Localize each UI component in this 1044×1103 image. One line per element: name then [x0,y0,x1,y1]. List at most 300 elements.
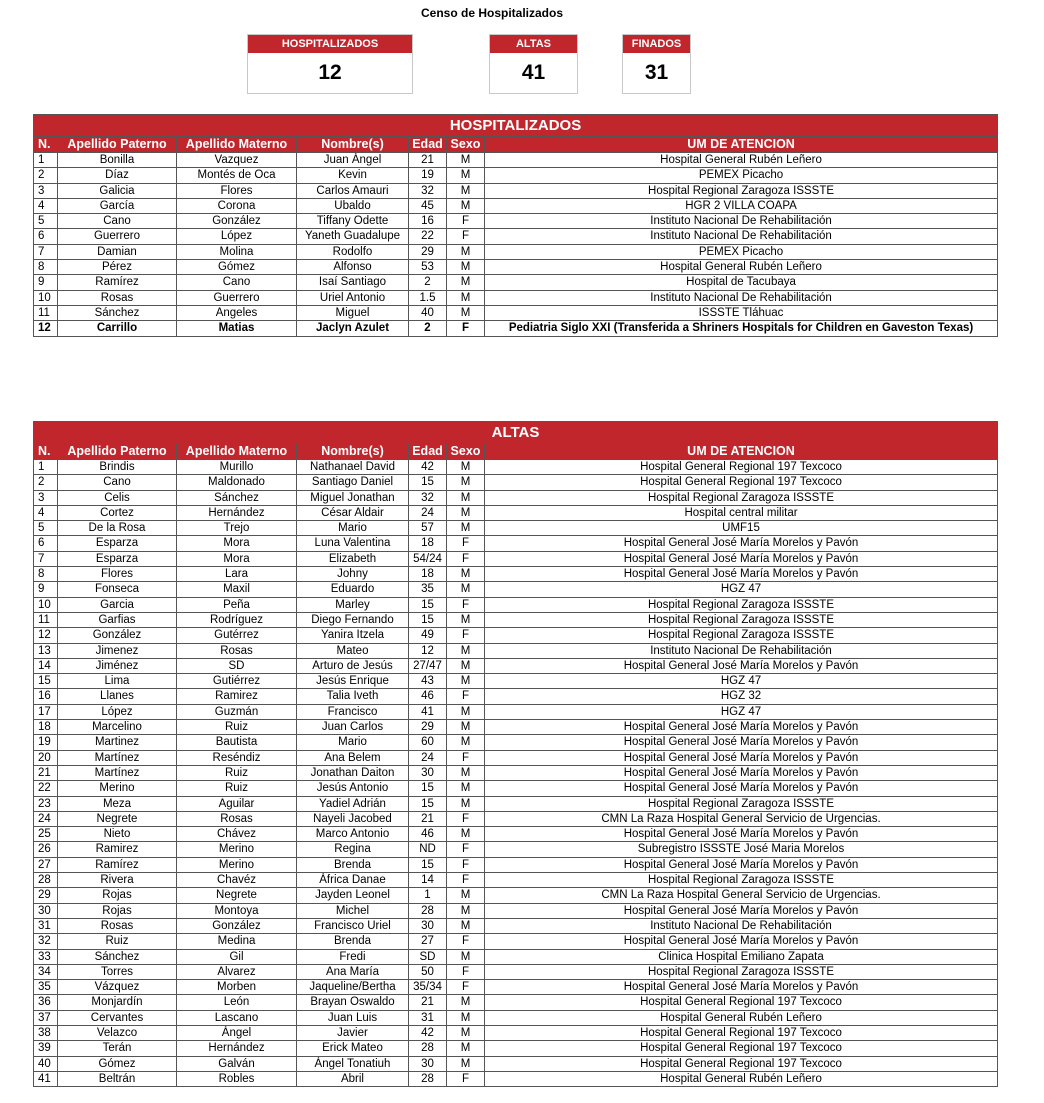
cell-apellido-paterno: Rivera [58,873,177,888]
cell-nombre: Juan Luis [297,1010,409,1025]
cell-number: 23 [34,796,58,811]
cell-number: 4 [34,505,58,520]
cell-apellido-materno: Rosas [177,811,297,826]
cell-apellido-materno: Guzmán [177,704,297,719]
cell-sexo: M [447,903,485,918]
table-row [34,873,998,888]
cell-apellido-materno: Montoya [177,903,297,918]
table-row [34,214,998,229]
altas-table [33,421,998,1087]
cell-sexo: M [447,735,485,750]
table-row [34,551,998,566]
cell-edad: 41 [409,704,447,719]
cell-apellido-paterno: Gómez [58,1056,177,1071]
cell-nombre: Diego Fernando [297,612,409,627]
cell-sexo: F [447,980,485,995]
table-row [34,827,998,842]
cell-sexo: F [447,628,485,643]
page-title: Censo de Hospitalizados [420,6,564,20]
table-row [34,949,998,964]
cell-edad: 30 [409,765,447,780]
cell-apellido-paterno: Flores [58,567,177,582]
cell-number: 38 [34,1025,58,1040]
cell-sexo: M [447,612,485,627]
cell-number: 2 [34,475,58,490]
cell-sexo: M [447,505,485,520]
column-header: N. [34,137,58,153]
cell-um-atencion: Hospital Regional Zaragoza ISSSTE [485,183,998,198]
cell-edad: 28 [409,903,447,918]
cell-number: 3 [34,490,58,505]
column-header: UM DE ATENCION [485,444,998,460]
summary-card-value: 31 [644,61,669,84]
cell-number: 5 [34,214,58,229]
cell-apellido-materno: Ruiz [177,720,297,735]
column-header: N. [34,444,58,460]
table-row [34,918,998,933]
cell-apellido-paterno: Cervantes [58,1010,177,1025]
column-header: Apellido Paterno [58,444,177,460]
table-row [34,704,998,719]
cell-sexo: F [447,842,485,857]
cell-apellido-materno: Reséndiz [177,750,297,765]
cell-apellido-materno: Mora [177,536,297,551]
cell-um-atencion: Instituto Nacional De Rehabilitación [485,643,998,658]
cell-sexo: M [447,918,485,933]
cell-nombre: Carlos Amauri [297,183,409,198]
cell-nombre: Mario [297,521,409,536]
cell-nombre: Javier [297,1025,409,1040]
cell-edad: 21 [409,153,447,168]
cell-edad: 1.5 [409,290,447,305]
cell-um-atencion: Hospital General José María Morelos y Pavón [485,934,998,949]
cell-number: 22 [34,781,58,796]
cell-um-atencion: Hospital General José María Morelos y Pavón [485,750,998,765]
cell-nombre: Francisco [297,704,409,719]
table-row [34,229,998,244]
column-header: Sexo [447,444,485,460]
table-row [34,490,998,505]
cell-edad: 45 [409,198,447,213]
cell-sexo: M [447,643,485,658]
cell-apellido-paterno: Velazco [58,1025,177,1040]
cell-nombre: Jonathan Daiton [297,765,409,780]
cell-number: 31 [34,918,58,933]
cell-um-atencion: ISSSTE Tláhuac [485,305,998,320]
cell-edad: 2 [409,321,447,336]
cell-apellido-materno: Bautista [177,735,297,750]
cell-apellido-paterno: López [58,704,177,719]
cell-nombre: Jesús Antonio [297,781,409,796]
cell-number: 20 [34,750,58,765]
cell-um-atencion: Hospital General Regional 197 Texcoco [485,460,998,475]
cell-sexo: M [447,490,485,505]
cell-edad: 28 [409,1041,447,1056]
cell-number: 10 [34,290,58,305]
cell-nombre: Rodolfo [297,244,409,259]
cell-nombre: Marco Antonio [297,827,409,842]
cell-apellido-paterno: Rosas [58,918,177,933]
column-header: Apellido Materno [177,137,297,153]
cell-edad: 46 [409,827,447,842]
cell-um-atencion: Hospital General Rubén Leñero [485,1071,998,1086]
cell-nombre: Mateo [297,643,409,658]
table-row [34,1010,998,1025]
cell-um-atencion: HGZ 47 [485,674,998,689]
cell-apellido-materno: Maxil [177,582,297,597]
cell-apellido-paterno: Ramírez [58,275,177,290]
cell-edad: 15 [409,857,447,872]
cell-number: 7 [34,551,58,566]
cell-sexo: M [447,305,485,320]
cell-um-atencion: HGR 2 VILLA COAPA [485,198,998,213]
cell-um-atencion: Instituto Nacional De Rehabilitación [485,918,998,933]
cell-number: 7 [34,244,58,259]
cell-edad: 43 [409,674,447,689]
cell-apellido-paterno: Carrillo [58,321,177,336]
table-row [34,1041,998,1056]
cell-edad: 49 [409,628,447,643]
cell-um-atencion: Hospital General Regional 197 Texcoco [485,995,998,1010]
cell-um-atencion: Hospital General Rubén Leñero [485,1010,998,1025]
cell-um-atencion: Hospital General José María Morelos y Pavón [485,567,998,582]
cell-sexo: M [447,153,485,168]
cell-apellido-paterno: Negrete [58,811,177,826]
cell-nombre: Michel [297,903,409,918]
cell-um-atencion: HGZ 32 [485,689,998,704]
column-header: Edad [409,444,447,460]
cell-edad: 24 [409,750,447,765]
table-row [34,567,998,582]
cell-apellido-paterno: Monjardín [58,995,177,1010]
summary-card-finados [622,34,691,94]
table-row [34,628,998,643]
cell-apellido-materno: Merino [177,842,297,857]
cell-nombre: Brenda [297,934,409,949]
cell-apellido-materno: Chávez [177,827,297,842]
cell-apellido-paterno: Jimenez [58,643,177,658]
cell-sexo: M [447,888,485,903]
cell-nombre: Eduardo [297,582,409,597]
cell-number: 28 [34,873,58,888]
cell-apellido-materno: Cano [177,275,297,290]
cell-apellido-paterno: Damian [58,244,177,259]
summary-card-label: HOSPITALIZADOS [248,35,412,53]
cell-apellido-paterno: González [58,628,177,643]
cell-edad: 18 [409,536,447,551]
cell-apellido-paterno: Merino [58,781,177,796]
cell-nombre: Arturo de Jesús [297,658,409,673]
cell-apellido-materno: Rosas [177,643,297,658]
cell-sexo: M [447,720,485,735]
table-row [34,857,998,872]
cell-nombre: Luna Valentina [297,536,409,551]
cell-sexo: F [447,214,485,229]
column-header: UM DE ATENCION [485,137,998,153]
cell-edad: 22 [409,229,447,244]
cell-um-atencion: Hospital Regional Zaragoza ISSSTE [485,964,998,979]
cell-nombre: Isaí Santiago [297,275,409,290]
cell-apellido-materno: Trejo [177,521,297,536]
cell-nombre: Mario [297,735,409,750]
cell-apellido-paterno: Llanes [58,689,177,704]
cell-apellido-materno: SD [177,658,297,673]
cell-sexo: F [447,857,485,872]
cell-edad: 31 [409,1010,447,1025]
cell-apellido-paterno: Garcia [58,597,177,612]
cell-apellido-paterno: Beltrán [58,1071,177,1086]
cell-number: 8 [34,567,58,582]
cell-apellido-paterno: Pérez [58,260,177,275]
cell-number: 1 [34,460,58,475]
cell-sexo: M [447,949,485,964]
cell-um-atencion: CMN La Raza Hospital General Servicio de Urgencias. [485,888,998,903]
cell-edad: 16 [409,214,447,229]
table-row [34,475,998,490]
cell-nombre: Johny [297,567,409,582]
cell-edad: 35 [409,582,447,597]
cell-sexo: F [447,689,485,704]
table-row [34,658,998,673]
table-row [34,1071,998,1086]
cell-apellido-paterno: Guerrero [58,229,177,244]
cell-apellido-materno: Aguilar [177,796,297,811]
cell-nombre: Elizabeth [297,551,409,566]
cell-number: 13 [34,643,58,658]
cell-apellido-paterno: Cortez [58,505,177,520]
table-row [34,643,998,658]
cell-apellido-materno: Corona [177,198,297,213]
cell-edad: 27 [409,934,447,949]
cell-apellido-paterno: Nieto [58,827,177,842]
cell-apellido-materno: Molina [177,244,297,259]
cell-apellido-materno: Alvarez [177,964,297,979]
cell-apellido-paterno: Torres [58,964,177,979]
cell-apellido-paterno: Cano [58,475,177,490]
cell-edad: 60 [409,735,447,750]
cell-sexo: M [447,1025,485,1040]
cell-um-atencion: Hospital General José María Morelos y Pavón [485,765,998,780]
cell-apellido-materno: Gil [177,949,297,964]
cell-apellido-paterno: Rojas [58,888,177,903]
cell-number: 27 [34,857,58,872]
table-row [34,1025,998,1040]
cell-apellido-paterno: Terán [58,1041,177,1056]
cell-edad: 54/24 [409,551,447,566]
cell-um-atencion: Hospital General José María Morelos y Pavón [485,536,998,551]
table-row [34,244,998,259]
cell-apellido-materno: Peña [177,597,297,612]
cell-edad: 50 [409,964,447,979]
cell-um-atencion: Hospital Regional Zaragoza ISSSTE [485,612,998,627]
cell-edad: 1 [409,888,447,903]
cell-apellido-paterno: Meza [58,796,177,811]
cell-edad: 15 [409,612,447,627]
table-row [34,781,998,796]
cell-apellido-paterno: Bonilla [58,153,177,168]
cell-um-atencion: Hospital General José María Morelos y Pavón [485,781,998,796]
cell-nombre: Alfonso [297,260,409,275]
cell-edad: 29 [409,720,447,735]
column-header: Edad [409,137,447,153]
cell-nombre: Nayeli Jacobed [297,811,409,826]
table-row [34,720,998,735]
cell-apellido-paterno: Fonseca [58,582,177,597]
cell-sexo: F [447,811,485,826]
table-row [34,674,998,689]
table-row [34,321,998,336]
table-row [34,888,998,903]
cell-apellido-materno: Vazquez [177,153,297,168]
table-row [34,1056,998,1071]
cell-number: 16 [34,689,58,704]
cell-edad: 12 [409,643,447,658]
cell-edad: 57 [409,521,447,536]
cell-nombre: Ubaldo [297,198,409,213]
cell-number: 10 [34,597,58,612]
table-row [34,964,998,979]
cell-number: 9 [34,582,58,597]
cell-number: 4 [34,198,58,213]
cell-apellido-materno: González [177,918,297,933]
cell-nombre: Jayden Leonel [297,888,409,903]
cell-um-atencion: HGZ 47 [485,582,998,597]
cell-apellido-paterno: Galicia [58,183,177,198]
cell-apellido-materno: León [177,995,297,1010]
cell-apellido-paterno: Brindis [58,460,177,475]
cell-nombre: Santiago Daniel [297,475,409,490]
section-title-altas: ALTAS [34,422,998,444]
column-header: Nombre(s) [297,444,409,460]
table-row [34,260,998,275]
cell-apellido-paterno: Jiménez [58,658,177,673]
cell-edad: 42 [409,460,447,475]
cell-apellido-paterno: De la Rosa [58,521,177,536]
cell-apellido-materno: Hernández [177,505,297,520]
cell-number: 12 [34,321,58,336]
cell-edad: 27/47 [409,658,447,673]
table-row [34,290,998,305]
cell-number: 35 [34,980,58,995]
cell-sexo: M [447,1056,485,1071]
cell-apellido-materno: Lascano [177,1010,297,1025]
cell-apellido-materno: González [177,214,297,229]
cell-sexo: F [447,597,485,612]
cell-apellido-materno: Maldonado [177,475,297,490]
cell-apellido-paterno: Martinez [58,735,177,750]
cell-um-atencion: Hospital General José María Morelos y Pavón [485,720,998,735]
cell-sexo: F [447,229,485,244]
column-header: Apellido Paterno [58,137,177,153]
cell-apellido-materno: Gómez [177,260,297,275]
cell-apellido-materno: Guerrero [177,290,297,305]
cell-um-atencion: Clinica Hospital Emiliano Zapata [485,949,998,964]
cell-apellido-paterno: Díaz [58,168,177,183]
cell-sexo: F [447,536,485,551]
cell-number: 6 [34,536,58,551]
cell-number: 12 [34,628,58,643]
summary-card-altas [489,34,578,94]
table-row [34,796,998,811]
cell-apellido-paterno: Lima [58,674,177,689]
cell-apellido-materno: Ángel [177,1025,297,1040]
cell-nombre: Francisco Uriel [297,918,409,933]
cell-um-atencion: Hospital General José María Morelos y Pavón [485,827,998,842]
cell-sexo: F [447,873,485,888]
hospitalizados-table [33,114,998,337]
table-row [34,305,998,320]
cell-number: 6 [34,229,58,244]
cell-number: 33 [34,949,58,964]
cell-number: 9 [34,275,58,290]
cell-apellido-paterno: Rosas [58,290,177,305]
cell-um-atencion: Hospital General Regional 197 Texcoco [485,1025,998,1040]
cell-um-atencion: Hospital Regional Zaragoza ISSSTE [485,873,998,888]
cell-number: 24 [34,811,58,826]
cell-um-atencion: CMN La Raza Hospital General Servicio de Urgencias. [485,811,998,826]
cell-edad: 15 [409,796,447,811]
cell-um-atencion: Hospital General Rubén Leñero [485,260,998,275]
cell-apellido-materno: Mora [177,551,297,566]
cell-apellido-materno: Rodríguez [177,612,297,627]
cell-nombre: Miguel [297,305,409,320]
cell-sexo: M [447,275,485,290]
cell-sexo: M [447,198,485,213]
table-row [34,153,998,168]
cell-apellido-paterno: Ruiz [58,934,177,949]
cell-edad: 30 [409,918,447,933]
cell-edad: 15 [409,475,447,490]
summary-card-label: ALTAS [490,35,577,53]
cell-nombre: Talia Iveth [297,689,409,704]
cell-sexo: M [447,765,485,780]
cell-number: 11 [34,305,58,320]
cell-um-atencion: Hospital General Regional 197 Texcoco [485,1041,998,1056]
cell-um-atencion: Hospital General José María Morelos y Pavón [485,980,998,995]
cell-nombre: Brayan Oswaldo [297,995,409,1010]
cell-apellido-paterno: Martínez [58,765,177,780]
cell-apellido-paterno: Cano [58,214,177,229]
cell-sexo: M [447,674,485,689]
cell-um-atencion: Pediatria Siglo XXI (Transferida a Shriners Hospitals for Children en Gaveston Texas) [485,321,998,336]
cell-nombre: Ana Belem [297,750,409,765]
cell-um-atencion: UMF15 [485,521,998,536]
cell-apellido-paterno: Ramirez [58,842,177,857]
cell-apellido-materno: Negrete [177,888,297,903]
cell-apellido-paterno: Marcelino [58,720,177,735]
cell-edad: 24 [409,505,447,520]
cell-um-atencion: Hospital General José María Morelos y Pavón [485,735,998,750]
cell-nombre: Tiffany Odette [297,214,409,229]
cell-sexo: M [447,521,485,536]
column-header: Apellido Materno [177,444,297,460]
cell-sexo: M [447,582,485,597]
cell-um-atencion: Hospital Regional Zaragoza ISSSTE [485,796,998,811]
cell-sexo: M [447,827,485,842]
cell-apellido-materno: Gutiérrez [177,674,297,689]
cell-apellido-materno: Montés de Oca [177,168,297,183]
cell-number: 30 [34,903,58,918]
cell-nombre: Jesús Enrique [297,674,409,689]
cell-number: 26 [34,842,58,857]
table-row [34,521,998,536]
cell-edad: 32 [409,183,447,198]
cell-sexo: M [447,244,485,259]
cell-number: 34 [34,964,58,979]
cell-edad: ND [409,842,447,857]
column-header: Nombre(s) [297,137,409,153]
cell-nombre: Yaneth Guadalupe [297,229,409,244]
